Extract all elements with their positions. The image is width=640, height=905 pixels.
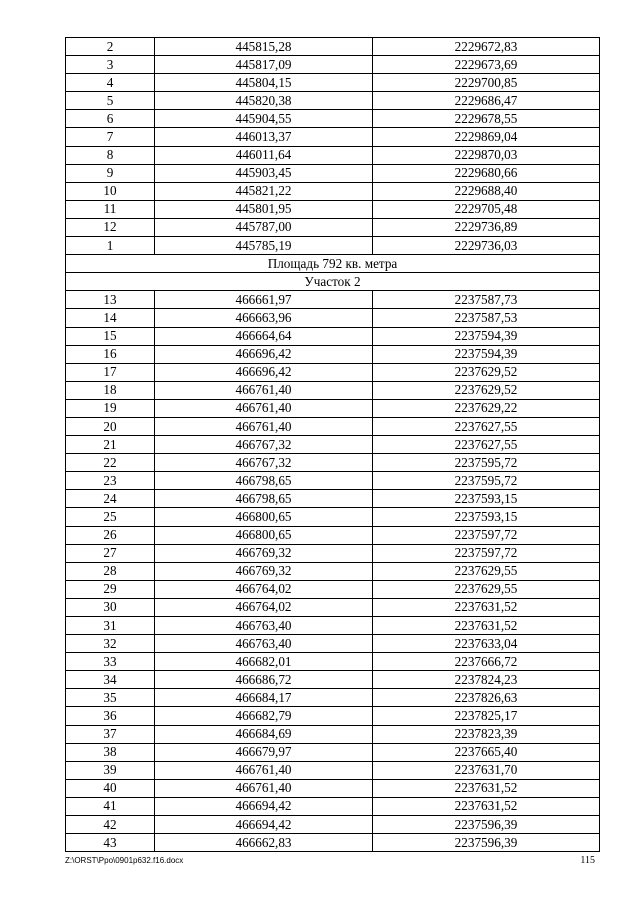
table-row [66, 508, 600, 526]
table-row [66, 345, 600, 363]
x-coordinate: 445785,19 [155, 237, 373, 255]
point-number: 7 [66, 128, 155, 146]
table-row [66, 363, 600, 381]
y-coordinate: 2237596,39 [373, 816, 600, 834]
table-row [66, 74, 600, 92]
point-number: 8 [66, 146, 155, 164]
table-row [66, 689, 600, 707]
x-coordinate: 445903,45 [155, 164, 373, 182]
table-row [66, 200, 600, 218]
y-coordinate: 2237826,63 [373, 689, 600, 707]
x-coordinate: 466769,32 [155, 544, 373, 562]
x-coordinate: 446013,37 [155, 128, 373, 146]
y-coordinate: 2237629,55 [373, 562, 600, 580]
x-coordinate: 466662,83 [155, 834, 373, 852]
point-number: 29 [66, 580, 155, 598]
y-coordinate: 2229736,03 [373, 237, 600, 255]
x-coordinate: 466761,40 [155, 381, 373, 399]
y-coordinate: 2229672,83 [373, 38, 600, 56]
table-row [66, 327, 600, 345]
x-coordinate: 445904,55 [155, 110, 373, 128]
table-row [66, 562, 600, 580]
point-number: 21 [66, 436, 155, 454]
point-number: 12 [66, 218, 155, 236]
y-coordinate: 2237825,17 [373, 707, 600, 725]
point-number: 26 [66, 526, 155, 544]
y-coordinate: 2237631,52 [373, 779, 600, 797]
y-coordinate: 2237823,39 [373, 725, 600, 743]
point-number: 5 [66, 92, 155, 110]
point-number: 30 [66, 598, 155, 616]
y-coordinate: 2237631,52 [373, 797, 600, 815]
x-coordinate: 466761,40 [155, 761, 373, 779]
x-coordinate: 466663,96 [155, 309, 373, 327]
point-number: 22 [66, 454, 155, 472]
table-row [66, 707, 600, 725]
page-number: 115 [580, 855, 595, 866]
coordinates-table [65, 37, 600, 852]
table-row [66, 110, 600, 128]
y-coordinate: 2237627,55 [373, 417, 600, 435]
y-coordinate: 2237593,15 [373, 508, 600, 526]
x-coordinate: 445821,22 [155, 182, 373, 200]
point-number: 11 [66, 200, 155, 218]
y-coordinate: 2237631,70 [373, 761, 600, 779]
y-coordinate: 2229869,04 [373, 128, 600, 146]
table-row [66, 182, 600, 200]
section-label: Участок 2 [66, 273, 600, 291]
y-coordinate: 2229680,66 [373, 164, 600, 182]
table-row [66, 490, 600, 508]
x-coordinate: 466798,65 [155, 490, 373, 508]
table-row [66, 635, 600, 653]
point-number: 18 [66, 381, 155, 399]
y-coordinate: 2237631,52 [373, 617, 600, 635]
table-row [66, 653, 600, 671]
x-coordinate: 466694,42 [155, 816, 373, 834]
x-coordinate: 466694,42 [155, 797, 373, 815]
y-coordinate: 2229678,55 [373, 110, 600, 128]
y-coordinate: 2229688,40 [373, 182, 600, 200]
x-coordinate: 466661,97 [155, 291, 373, 309]
table-row [66, 436, 600, 454]
x-coordinate: 466682,01 [155, 653, 373, 671]
table-row [66, 743, 600, 761]
x-coordinate: 466682,79 [155, 707, 373, 725]
x-coordinate: 445815,28 [155, 38, 373, 56]
x-coordinate: 445801,95 [155, 200, 373, 218]
y-coordinate: 2229705,48 [373, 200, 600, 218]
table-row [66, 617, 600, 635]
point-number: 25 [66, 508, 155, 526]
y-coordinate: 2237666,72 [373, 653, 600, 671]
point-number: 9 [66, 164, 155, 182]
point-number: 31 [66, 617, 155, 635]
point-number: 39 [66, 761, 155, 779]
y-coordinate: 2237587,53 [373, 309, 600, 327]
x-coordinate: 466664,64 [155, 327, 373, 345]
point-number: 42 [66, 816, 155, 834]
x-coordinate: 466761,40 [155, 417, 373, 435]
x-coordinate: 466686,72 [155, 671, 373, 689]
table-row [66, 472, 600, 490]
y-coordinate: 2237633,04 [373, 635, 600, 653]
x-coordinate: 466761,40 [155, 779, 373, 797]
table-body [66, 38, 600, 852]
table-row [66, 164, 600, 182]
y-coordinate: 2237594,39 [373, 327, 600, 345]
y-coordinate: 2237629,55 [373, 580, 600, 598]
x-coordinate: 466767,32 [155, 436, 373, 454]
table-row [66, 761, 600, 779]
point-number: 6 [66, 110, 155, 128]
y-coordinate: 2237629,52 [373, 363, 600, 381]
y-coordinate: 2237595,72 [373, 472, 600, 490]
point-number: 2 [66, 38, 155, 56]
table-row [66, 671, 600, 689]
section-label-row [66, 273, 600, 291]
x-coordinate: 445820,38 [155, 92, 373, 110]
table-row [66, 399, 600, 417]
point-number: 35 [66, 689, 155, 707]
table-row [66, 381, 600, 399]
y-coordinate: 2237665,40 [373, 743, 600, 761]
x-coordinate: 445787,00 [155, 218, 373, 236]
table-row [66, 544, 600, 562]
point-number: 38 [66, 743, 155, 761]
y-coordinate: 2237595,72 [373, 454, 600, 472]
table-row [66, 598, 600, 616]
point-number: 19 [66, 399, 155, 417]
x-coordinate: 466798,65 [155, 472, 373, 490]
y-coordinate: 2229736,89 [373, 218, 600, 236]
point-number: 43 [66, 834, 155, 852]
table-row [66, 454, 600, 472]
table-row [66, 779, 600, 797]
area-label: Площадь 792 кв. метра [66, 255, 600, 273]
point-number: 41 [66, 797, 155, 815]
point-number: 15 [66, 327, 155, 345]
table-row [66, 797, 600, 815]
point-number: 28 [66, 562, 155, 580]
y-coordinate: 2229686,47 [373, 92, 600, 110]
point-number: 3 [66, 56, 155, 74]
x-coordinate: 466696,42 [155, 345, 373, 363]
table-row [66, 146, 600, 164]
table-row [66, 725, 600, 743]
point-number: 13 [66, 291, 155, 309]
x-coordinate: 466767,32 [155, 454, 373, 472]
point-number: 14 [66, 309, 155, 327]
point-number: 33 [66, 653, 155, 671]
y-coordinate: 2237631,52 [373, 598, 600, 616]
point-number: 37 [66, 725, 155, 743]
table-row [66, 816, 600, 834]
table-row [66, 56, 600, 74]
x-coordinate: 445804,15 [155, 74, 373, 92]
x-coordinate: 466684,17 [155, 689, 373, 707]
point-number: 23 [66, 472, 155, 490]
x-coordinate: 466763,40 [155, 617, 373, 635]
point-number: 1 [66, 237, 155, 255]
table-row [66, 417, 600, 435]
x-coordinate: 446011,64 [155, 146, 373, 164]
x-coordinate: 445817,09 [155, 56, 373, 74]
footer-file-path: Z:\ORST\Ppo\0901p632.f16.docx [65, 856, 184, 865]
table-row [66, 92, 600, 110]
x-coordinate: 466684,69 [155, 725, 373, 743]
table-row [66, 291, 600, 309]
table-row [66, 38, 600, 56]
point-number: 16 [66, 345, 155, 363]
point-number: 4 [66, 74, 155, 92]
table-row [66, 237, 600, 255]
point-number: 32 [66, 635, 155, 653]
table-row [66, 309, 600, 327]
x-coordinate: 466800,65 [155, 508, 373, 526]
point-number: 34 [66, 671, 155, 689]
y-coordinate: 2229870,03 [373, 146, 600, 164]
table-row [66, 526, 600, 544]
y-coordinate: 2229700,85 [373, 74, 600, 92]
table-row [66, 218, 600, 236]
area-label-row [66, 255, 600, 273]
x-coordinate: 466764,02 [155, 598, 373, 616]
point-number: 36 [66, 707, 155, 725]
x-coordinate: 466679,97 [155, 743, 373, 761]
point-number: 27 [66, 544, 155, 562]
y-coordinate: 2237596,39 [373, 834, 600, 852]
table-row [66, 128, 600, 146]
y-coordinate: 2237627,55 [373, 436, 600, 454]
y-coordinate: 2237593,15 [373, 490, 600, 508]
x-coordinate: 466769,32 [155, 562, 373, 580]
table-row [66, 580, 600, 598]
x-coordinate: 466761,40 [155, 399, 373, 417]
point-number: 20 [66, 417, 155, 435]
y-coordinate: 2237597,72 [373, 544, 600, 562]
x-coordinate: 466696,42 [155, 363, 373, 381]
point-number: 40 [66, 779, 155, 797]
x-coordinate: 466800,65 [155, 526, 373, 544]
y-coordinate: 2237587,73 [373, 291, 600, 309]
point-number: 24 [66, 490, 155, 508]
y-coordinate: 2237824,23 [373, 671, 600, 689]
point-number: 10 [66, 182, 155, 200]
y-coordinate: 2237629,22 [373, 399, 600, 417]
y-coordinate: 2237629,52 [373, 381, 600, 399]
point-number: 17 [66, 363, 155, 381]
y-coordinate: 2237594,39 [373, 345, 600, 363]
x-coordinate: 466764,02 [155, 580, 373, 598]
x-coordinate: 466763,40 [155, 635, 373, 653]
y-coordinate: 2237597,72 [373, 526, 600, 544]
y-coordinate: 2229673,69 [373, 56, 600, 74]
table-row [66, 834, 600, 852]
